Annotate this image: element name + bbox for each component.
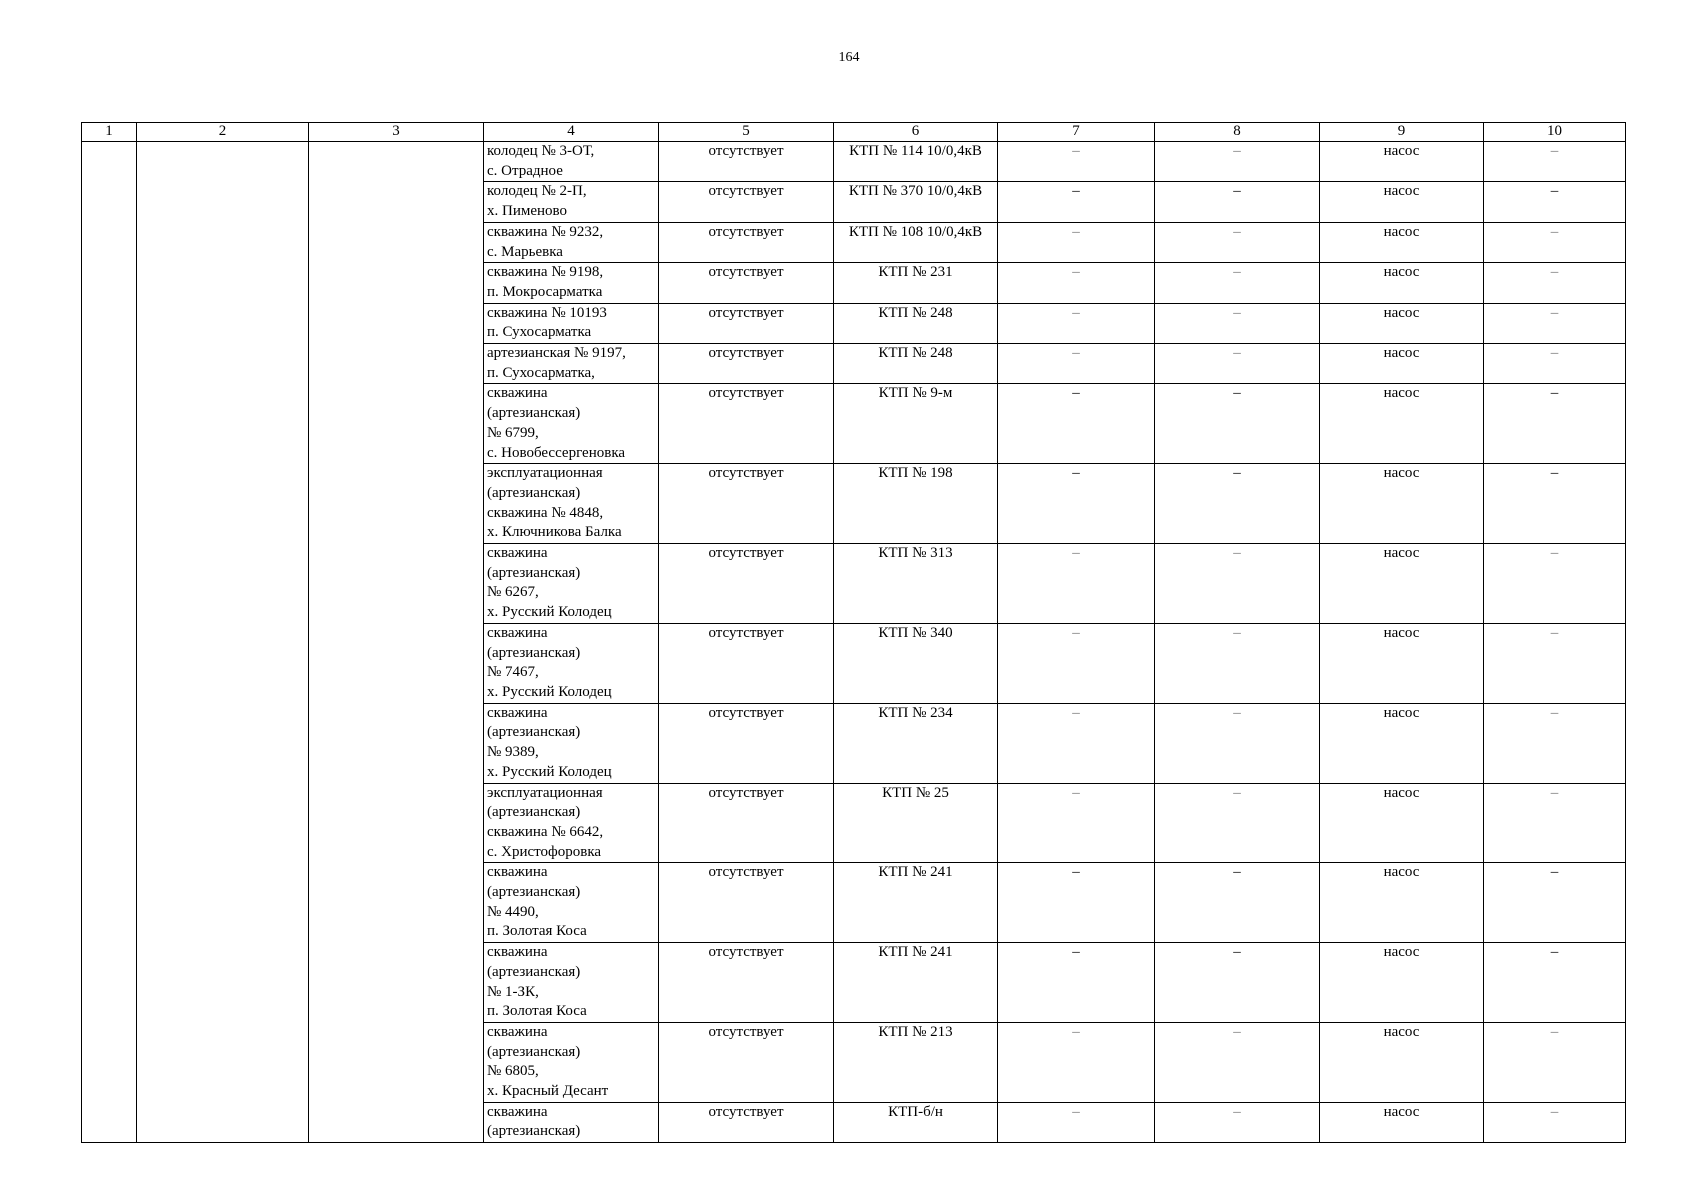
pump-cell: насос bbox=[1320, 182, 1484, 222]
column-10-cell: – bbox=[1484, 384, 1626, 464]
column-1-cell bbox=[82, 142, 137, 1143]
column-7-cell: – bbox=[998, 943, 1155, 1023]
column-8-cell: – bbox=[1155, 863, 1320, 943]
object-name-line: скважина bbox=[487, 385, 548, 402]
object-name-line: п. Золотая Коса bbox=[487, 1003, 587, 1020]
substation-cell: КТП № 370 10/0,4кВ bbox=[834, 182, 998, 222]
pump-cell: насос bbox=[1320, 263, 1484, 303]
column-number: 2 bbox=[137, 123, 309, 142]
substation-cell: КТП № 248 bbox=[834, 344, 998, 384]
column-10-cell: – bbox=[1484, 222, 1626, 262]
pump-cell: насос bbox=[1320, 783, 1484, 863]
column-7-cell: – bbox=[998, 783, 1155, 863]
column-7-cell: – bbox=[998, 1102, 1155, 1142]
column-2-cell bbox=[137, 142, 309, 1143]
column-8-cell: – bbox=[1155, 464, 1320, 544]
column-7-cell: – bbox=[998, 344, 1155, 384]
substation-cell: КТП № 340 bbox=[834, 623, 998, 703]
column-10-cell: – bbox=[1484, 544, 1626, 624]
object-name-cell bbox=[484, 943, 659, 1023]
column-7-cell: – bbox=[998, 703, 1155, 783]
reservoir-cell: отсутствует bbox=[659, 142, 834, 182]
column-10-cell: – bbox=[1484, 464, 1626, 544]
column-7-cell: – bbox=[998, 464, 1155, 544]
substation-cell: КТП № 25 bbox=[834, 783, 998, 863]
pump-cell: насос bbox=[1320, 703, 1484, 783]
reservoir-cell: отсутствует bbox=[659, 303, 834, 343]
object-name-line: с. Христофоровка bbox=[487, 843, 602, 860]
column-8-cell: – bbox=[1155, 303, 1320, 343]
reservoir-cell: отсутствует bbox=[659, 1102, 834, 1142]
object-name-cell bbox=[484, 703, 659, 783]
object-name-line: х. Ключникова Балка bbox=[487, 524, 622, 541]
column-number: 8 bbox=[1155, 123, 1320, 142]
object-name-line: п. Сухосарматка, bbox=[487, 364, 595, 381]
object-name-line: х. Русский Колодец bbox=[487, 763, 612, 780]
column-10-cell: – bbox=[1484, 1022, 1626, 1102]
column-10-cell: – bbox=[1484, 263, 1626, 303]
reservoir-cell: отсутствует bbox=[659, 344, 834, 384]
object-name-line: п. Мокросарматка bbox=[487, 283, 603, 300]
column-7-cell: – bbox=[998, 863, 1155, 943]
substation-cell: КТП № 9-м bbox=[834, 384, 998, 464]
reservoir-cell: отсутствует bbox=[659, 783, 834, 863]
column-7-cell: – bbox=[998, 222, 1155, 262]
column-7-cell: – bbox=[998, 182, 1155, 222]
object-name-line: х. Красный Десант bbox=[487, 1083, 609, 1100]
reservoir-cell: отсутствует bbox=[659, 703, 834, 783]
table-row bbox=[82, 142, 1626, 182]
object-name-line: скважина bbox=[487, 1103, 548, 1120]
object-name-line: (артезианская) bbox=[487, 1123, 581, 1140]
object-name-cell bbox=[484, 263, 659, 303]
reservoir-cell: отсутствует bbox=[659, 623, 834, 703]
object-name-line: с. Отрадное bbox=[487, 162, 563, 179]
column-number: 10 bbox=[1484, 123, 1626, 142]
column-10-cell: – bbox=[1484, 703, 1626, 783]
column-8-cell: – bbox=[1155, 263, 1320, 303]
column-8-cell: – bbox=[1155, 1102, 1320, 1142]
column-number: 4 bbox=[484, 123, 659, 142]
reservoir-cell: отсутствует bbox=[659, 222, 834, 262]
column-number-row bbox=[82, 123, 1626, 142]
object-name-cell bbox=[484, 384, 659, 464]
object-name-cell bbox=[484, 623, 659, 703]
object-name-line: х. Русский Колодец bbox=[487, 683, 612, 700]
column-8-cell: – bbox=[1155, 943, 1320, 1023]
object-name-line: (артезианская) bbox=[487, 963, 581, 980]
column-10-cell: – bbox=[1484, 623, 1626, 703]
substation-cell: КТП № 198 bbox=[834, 464, 998, 544]
object-name-cell bbox=[484, 222, 659, 262]
object-name-line: (артезианская) bbox=[487, 644, 581, 661]
document-table bbox=[81, 122, 1626, 1143]
substation-cell: КТП № 241 bbox=[834, 863, 998, 943]
object-name-line: (артезианская) bbox=[487, 484, 581, 501]
column-8-cell: – bbox=[1155, 142, 1320, 182]
column-8-cell: – bbox=[1155, 1022, 1320, 1102]
table-body bbox=[82, 142, 1626, 1143]
object-name-line: скважина № 4848, bbox=[487, 504, 604, 521]
substation-cell: КТП № 213 bbox=[834, 1022, 998, 1102]
column-10-cell: – bbox=[1484, 783, 1626, 863]
reservoir-cell: отсутствует bbox=[659, 1022, 834, 1102]
column-10-cell: – bbox=[1484, 863, 1626, 943]
column-3-cell bbox=[309, 142, 484, 1143]
pump-cell: насос bbox=[1320, 222, 1484, 262]
reservoir-cell: отсутствует bbox=[659, 464, 834, 544]
column-10-cell: – bbox=[1484, 182, 1626, 222]
pump-cell: насос bbox=[1320, 464, 1484, 544]
column-7-cell: – bbox=[998, 544, 1155, 624]
object-name-cell bbox=[484, 1022, 659, 1102]
object-name-cell bbox=[484, 783, 659, 863]
column-7-cell: – bbox=[998, 263, 1155, 303]
object-name-cell bbox=[484, 863, 659, 943]
column-10-cell: – bbox=[1484, 344, 1626, 384]
object-name-cell bbox=[484, 182, 659, 222]
substation-cell: КТП № 114 10/0,4кВ bbox=[834, 142, 998, 182]
object-name-line: № 6267, bbox=[487, 584, 539, 601]
object-name-line: (артезианская) bbox=[487, 564, 581, 581]
substation-cell: КТП № 313 bbox=[834, 544, 998, 624]
object-name-line: п. Сухосарматка bbox=[487, 324, 592, 341]
object-name-line: х. Русский Колодец bbox=[487, 604, 612, 621]
substation-cell: КТП-б/н bbox=[834, 1102, 998, 1142]
object-name-line: (артезианская) bbox=[487, 804, 581, 821]
object-name-line: колодец № 3-ОТ, bbox=[487, 143, 595, 159]
object-name-line: п. Золотая Коса bbox=[487, 923, 587, 940]
object-name-cell bbox=[484, 142, 659, 182]
column-7-cell: – bbox=[998, 1022, 1155, 1102]
column-number: 1 bbox=[82, 123, 137, 142]
object-name-line: (артезианская) bbox=[487, 1043, 581, 1060]
object-name-line: артезианская № 9197, bbox=[487, 345, 626, 362]
reservoir-cell: отсутствует bbox=[659, 384, 834, 464]
column-8-cell: – bbox=[1155, 222, 1320, 262]
column-8-cell: – bbox=[1155, 703, 1320, 783]
object-name-line: (артезианская) bbox=[487, 884, 581, 901]
column-10-cell: – bbox=[1484, 303, 1626, 343]
pump-cell: насос bbox=[1320, 344, 1484, 384]
object-name-cell bbox=[484, 303, 659, 343]
column-number: 7 bbox=[998, 123, 1155, 142]
object-name-line: эксплуатационная bbox=[487, 784, 603, 801]
object-name-line: скважина bbox=[487, 944, 548, 961]
reservoir-cell: отсутствует bbox=[659, 863, 834, 943]
pump-cell: насос bbox=[1320, 1022, 1484, 1102]
pump-cell: насос bbox=[1320, 863, 1484, 943]
substation-cell: КТП № 234 bbox=[834, 703, 998, 783]
object-name-line: эксплуатационная bbox=[487, 465, 603, 482]
object-name-line: скважина bbox=[487, 624, 548, 641]
object-name-line: колодец № 2-П, bbox=[487, 183, 587, 200]
substation-cell: КТП № 231 bbox=[834, 263, 998, 303]
column-8-cell: – bbox=[1155, 182, 1320, 222]
object-name-cell bbox=[484, 464, 659, 544]
object-name-line: № 4490, bbox=[487, 903, 539, 920]
column-8-cell: – bbox=[1155, 344, 1320, 384]
substation-cell: КТП № 108 10/0,4кВ bbox=[834, 222, 998, 262]
column-number: 6 bbox=[834, 123, 998, 142]
reservoir-cell: отсутствует bbox=[659, 943, 834, 1023]
reservoir-cell: отсутствует bbox=[659, 182, 834, 222]
pump-cell: насос bbox=[1320, 303, 1484, 343]
pump-cell: насос bbox=[1320, 1102, 1484, 1142]
column-8-cell: – bbox=[1155, 783, 1320, 863]
column-number: 9 bbox=[1320, 123, 1484, 142]
column-10-cell: – bbox=[1484, 1102, 1626, 1142]
pump-cell: насос bbox=[1320, 544, 1484, 624]
object-name-line: скважина bbox=[487, 545, 548, 562]
column-7-cell: – bbox=[998, 303, 1155, 343]
column-10-cell: – bbox=[1484, 142, 1626, 182]
object-name-line: скважина № 10193 bbox=[487, 304, 607, 321]
column-7-cell: – bbox=[998, 142, 1155, 182]
pump-cell: насос bbox=[1320, 943, 1484, 1023]
object-name-line: скважина bbox=[487, 864, 548, 881]
column-7-cell: – bbox=[998, 623, 1155, 703]
object-name-line: с. Марьевка bbox=[487, 243, 563, 260]
substation-cell: КТП № 248 bbox=[834, 303, 998, 343]
object-name-line: скважина № 9198, bbox=[487, 264, 604, 281]
pump-cell: насос bbox=[1320, 623, 1484, 703]
substation-cell: КТП № 241 bbox=[834, 943, 998, 1023]
object-name-cell bbox=[484, 344, 659, 384]
column-number: 5 bbox=[659, 123, 834, 142]
object-name-cell bbox=[484, 1102, 659, 1142]
object-name-line: № 1-ЗК, bbox=[487, 983, 539, 1000]
object-name-line: с. Новобессергеновка bbox=[487, 444, 626, 461]
object-name-line: (артезианская) bbox=[487, 724, 581, 741]
object-name-line: скважина bbox=[487, 704, 548, 721]
object-name-line: № 6799, bbox=[487, 424, 539, 441]
object-name-line: № 9389, bbox=[487, 744, 539, 761]
column-8-cell: – bbox=[1155, 544, 1320, 624]
object-name-line: х. Пименово bbox=[487, 203, 568, 220]
object-name-line: скважина № 9232, bbox=[487, 223, 604, 240]
object-name-line: (артезианская) bbox=[487, 405, 581, 422]
column-10-cell: – bbox=[1484, 943, 1626, 1023]
column-number: 3 bbox=[309, 123, 484, 142]
object-name-line: № 6805, bbox=[487, 1063, 539, 1080]
page-number: 164 bbox=[838, 50, 860, 65]
column-8-cell: – bbox=[1155, 384, 1320, 464]
object-name-line: скважина № 6642, bbox=[487, 823, 604, 840]
reservoir-cell: отсутствует bbox=[659, 263, 834, 303]
pump-cell: насос bbox=[1320, 384, 1484, 464]
reservoir-cell: отсутствует bbox=[659, 544, 834, 624]
column-7-cell: – bbox=[998, 384, 1155, 464]
object-name-line: № 7467, bbox=[487, 664, 539, 681]
object-name-line: скважина bbox=[487, 1023, 548, 1040]
object-name-cell bbox=[484, 544, 659, 624]
pump-cell: насос bbox=[1320, 142, 1484, 182]
column-8-cell: – bbox=[1155, 623, 1320, 703]
